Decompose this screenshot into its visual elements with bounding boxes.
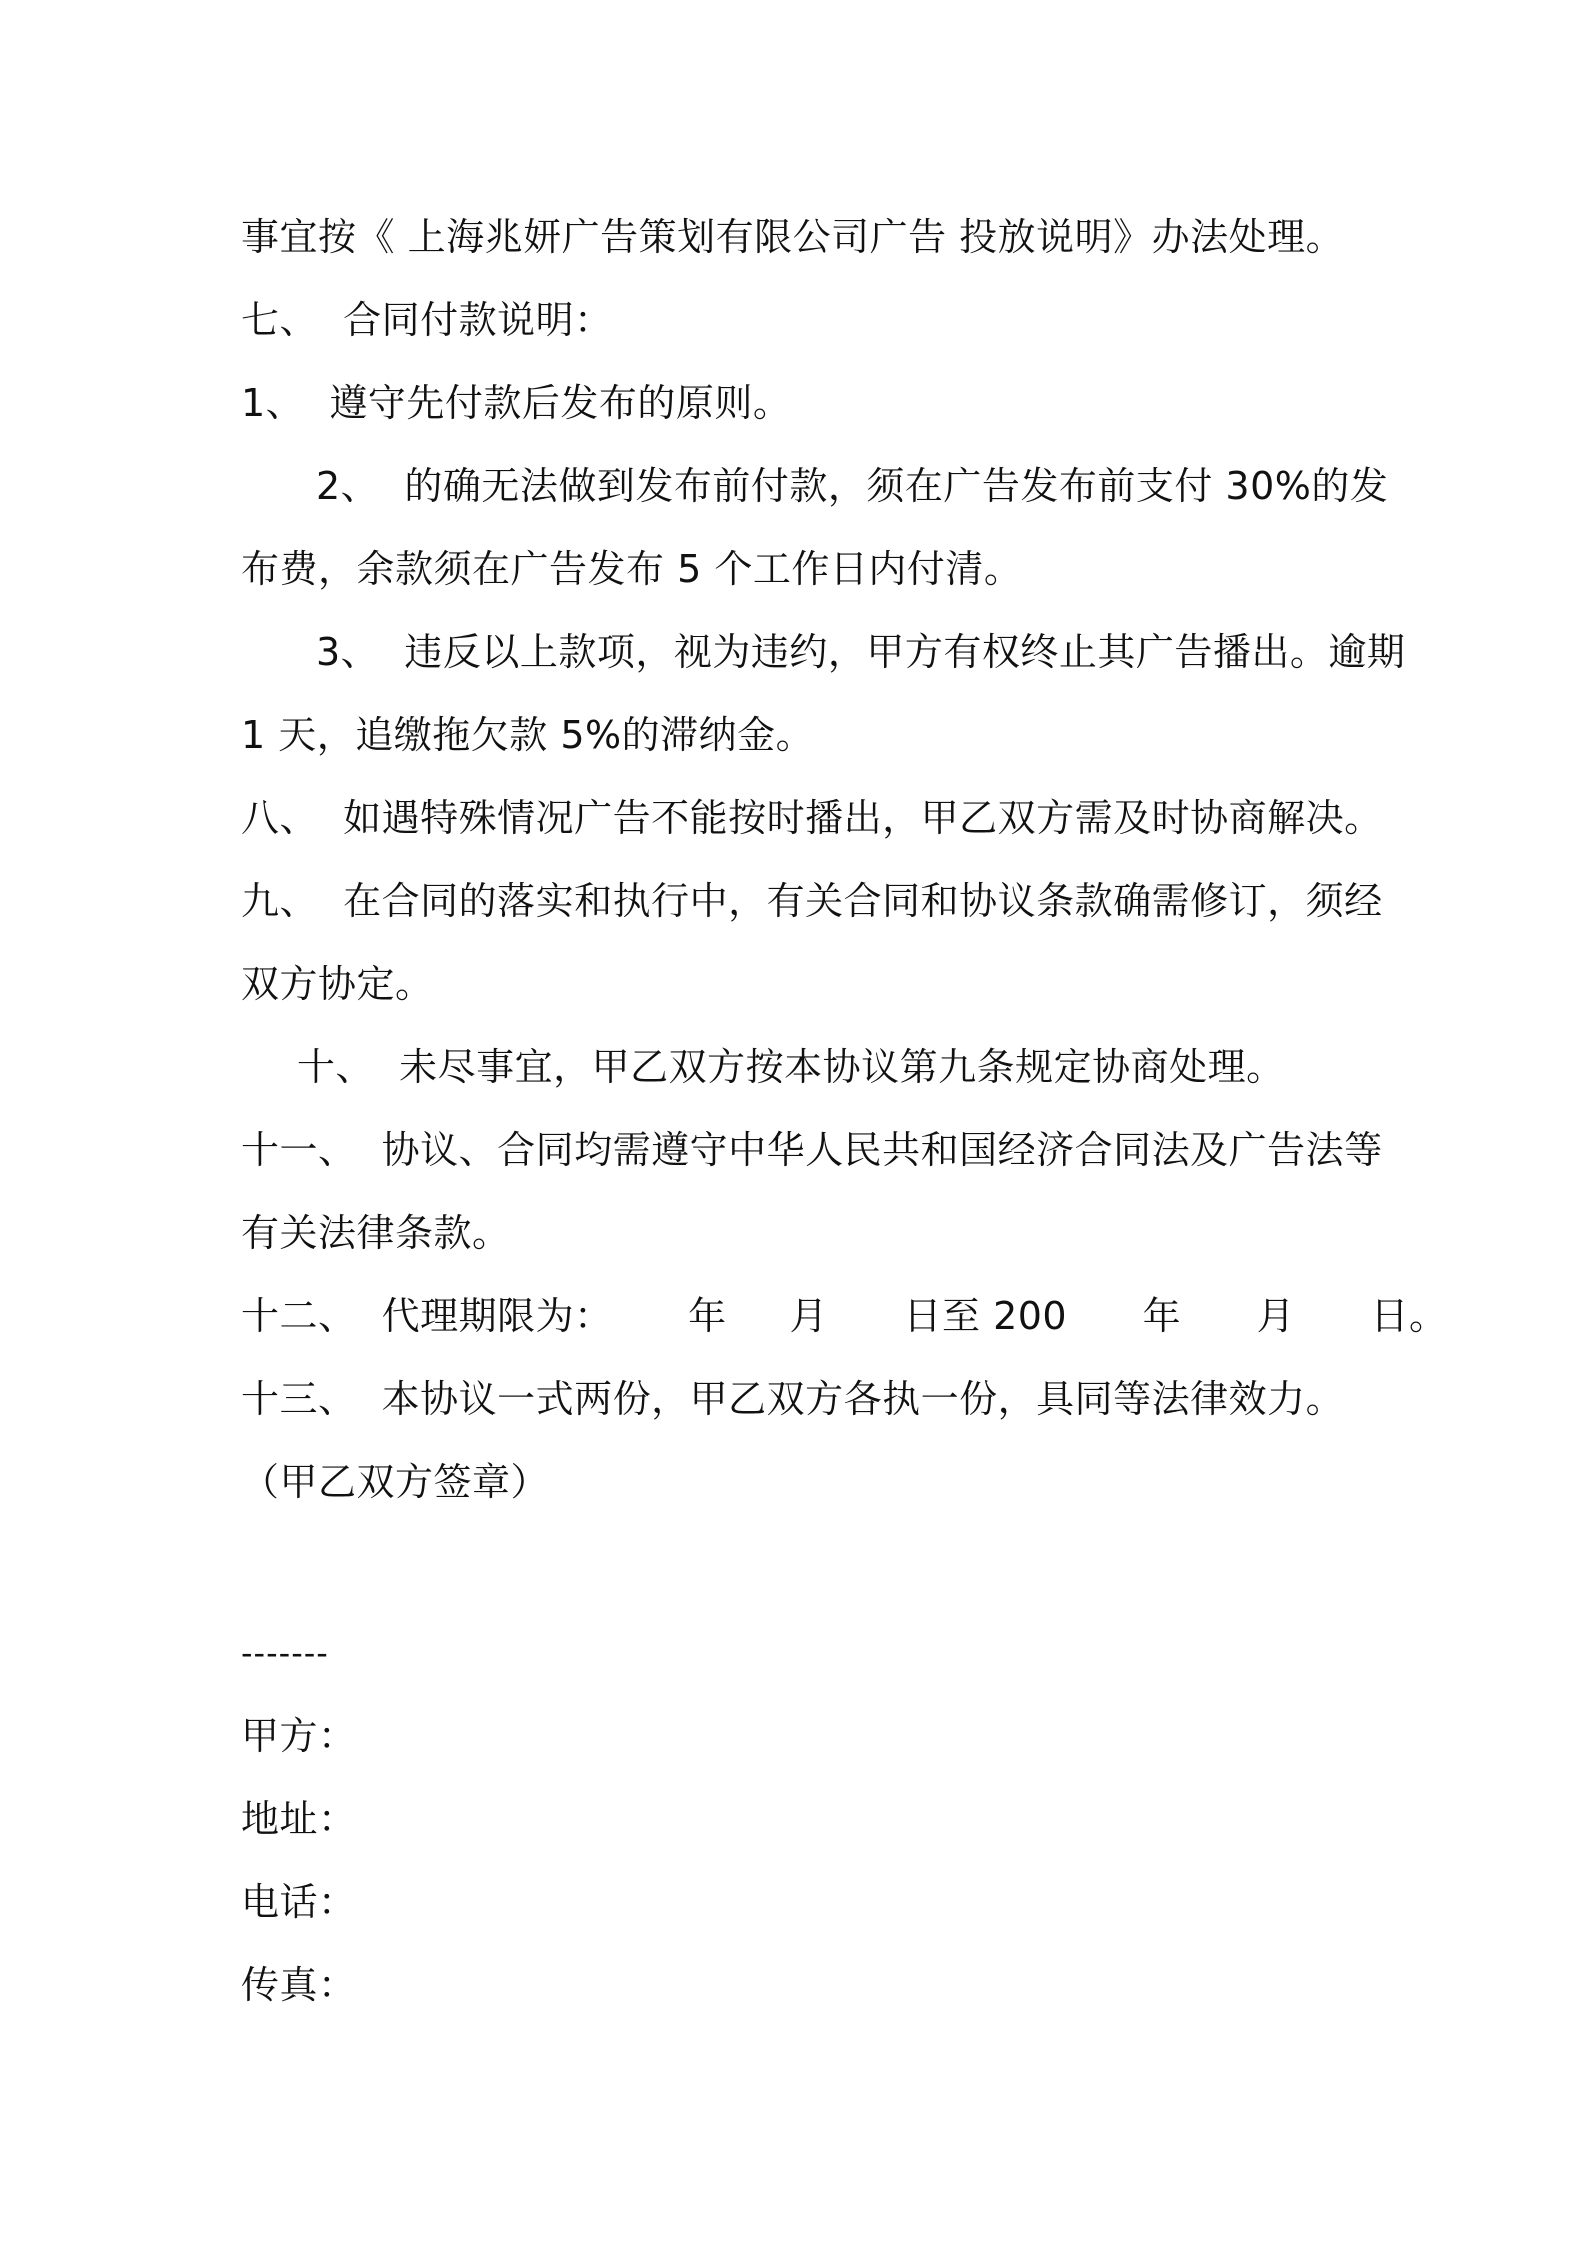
fax-field: 传真：	[241, 1963, 357, 2007]
signature-separator: -------	[241, 1634, 329, 1672]
clause-7-heading: 七、 合同付款说明：	[241, 298, 613, 342]
clause-7-item-3-line-1: 3、 违反以上款项，视为违约，甲方有权终止其广告播出。逾期	[316, 630, 1406, 674]
clause-continued-line: 事宜按《 上海兆妍广告策划有限公司广告 投放说明》办法处理。	[241, 215, 1345, 259]
clause-11-line-2: 有关法律条款。	[241, 1211, 511, 1255]
party-a-field: 甲方：	[241, 1714, 357, 1758]
phone-field: 电话：	[241, 1880, 357, 1924]
address-field: 地址：	[241, 1797, 357, 1841]
clause-12-term: 十二、 代理期限为： 年 月 日至 200 年 月 日。	[241, 1294, 1448, 1338]
clause-9-line-1: 九、 在合同的落实和执行中，有关合同和协议条款确需修订，须经	[241, 879, 1383, 923]
clause-10: 十、 未尽事宜，甲乙双方按本协议第九条规定协商处理。	[297, 1045, 1285, 1089]
clause-13: 十三、 本协议一式两份，甲乙双方各执一份，具同等法律效力。	[241, 1377, 1345, 1421]
clause-11-line-1: 十一、 协议、合同均需遵守中华人民共和国经济合同法及广告法等	[241, 1128, 1383, 1172]
clause-7-item-2-line-2: 布费，余款须在广告发布 5 个工作日内付清。	[241, 547, 1023, 591]
clause-9-line-2: 双方协定。	[241, 962, 434, 1006]
section-spacer	[241, 1524, 1361, 1612]
clause-7-item-1: 1、 遵守先付款后发布的原则。	[241, 381, 792, 425]
signature-note: （甲乙双方签章）	[241, 1460, 550, 1504]
clause-8: 八、 如遇特殊情况广告不能按时播出，甲乙双方需及时协商解决。	[241, 796, 1383, 840]
clause-7-item-3-line-2: 1 天，追缴拖欠款 5%的滞纳金。	[241, 713, 815, 757]
contract-body	[241, 196, 1448, 2027]
clause-7-item-2-line-1: 2、 的确无法做到发布前付款，须在广告发布前支付 30%的发	[316, 464, 1389, 508]
